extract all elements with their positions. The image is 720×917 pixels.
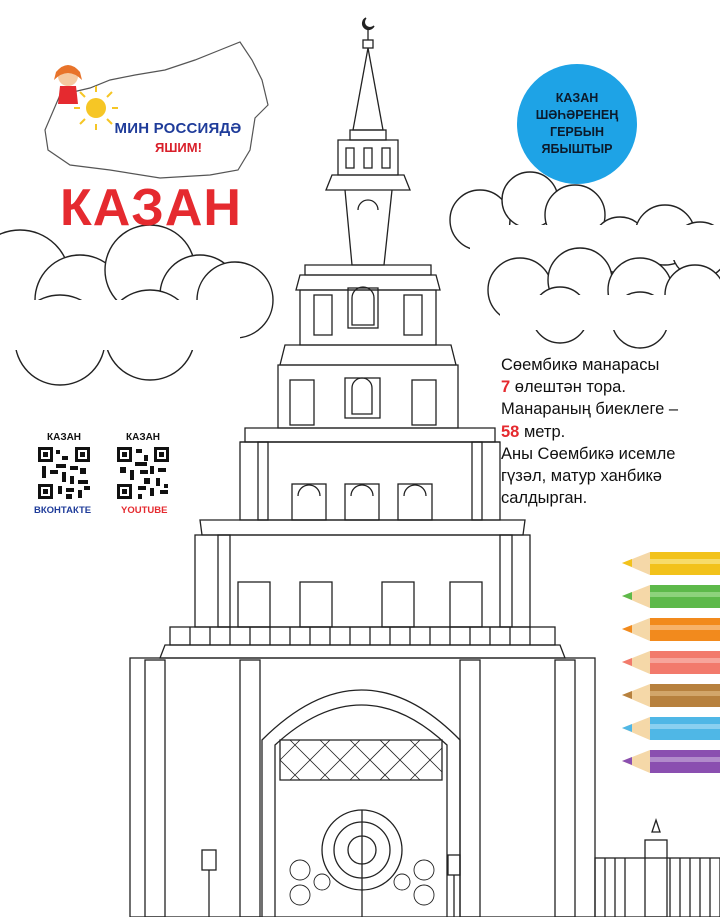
tower-info-text [501,354,720,509]
badge-line: ШӘҺӘРЕНЕҢ [535,108,619,122]
russia-map-outline [45,42,268,178]
info-line: Аны Сөембикә исемле [501,444,676,463]
info-text: метр. [519,422,566,441]
badge-line: КАЗАН [555,91,599,105]
info-number: 7 [501,378,511,397]
city-title: КАЗАН [60,179,242,237]
cloud-left [0,225,273,385]
pencil-brown [622,684,720,707]
vk-link[interactable]: ВКОНТАКТЕ [34,505,92,516]
logo-subtitle: ЯШИМ! [155,140,202,155]
pencil-lightblue [622,717,720,740]
badge-line: ЯБЫШТЫР [541,142,613,156]
info-text: өлештән тора. [510,378,626,397]
qr-code-youtube-icon [117,447,169,499]
info-line: салдырган. [501,489,588,508]
info-number: 58 [501,422,520,441]
coat-of-arms-badge [517,64,637,184]
info-line [501,376,720,398]
pencil-orange [622,618,720,641]
pencil-green [622,585,720,608]
info-line [501,421,720,443]
qr-code-vk-icon [38,447,90,499]
qr-label-youtube: КАЗАН [126,432,161,443]
pencils-decoration [622,552,720,773]
pencil-yellow [622,552,720,575]
pencil-purple [622,750,720,773]
youtube-link[interactable]: YOUTUBE [121,505,168,516]
info-line: Сөембикә манарасы [501,356,660,374]
logo-title: МИН РОССИЯДӘ [114,120,242,137]
pencil-salmon [622,651,720,674]
info-line: Манараның биеклеге – [501,400,679,419]
badge-line: ГЕРБЫН [549,125,604,139]
qr-label-vk: КАЗАН [47,432,82,443]
info-line: гүзәл, матур ханбикә [501,467,662,486]
